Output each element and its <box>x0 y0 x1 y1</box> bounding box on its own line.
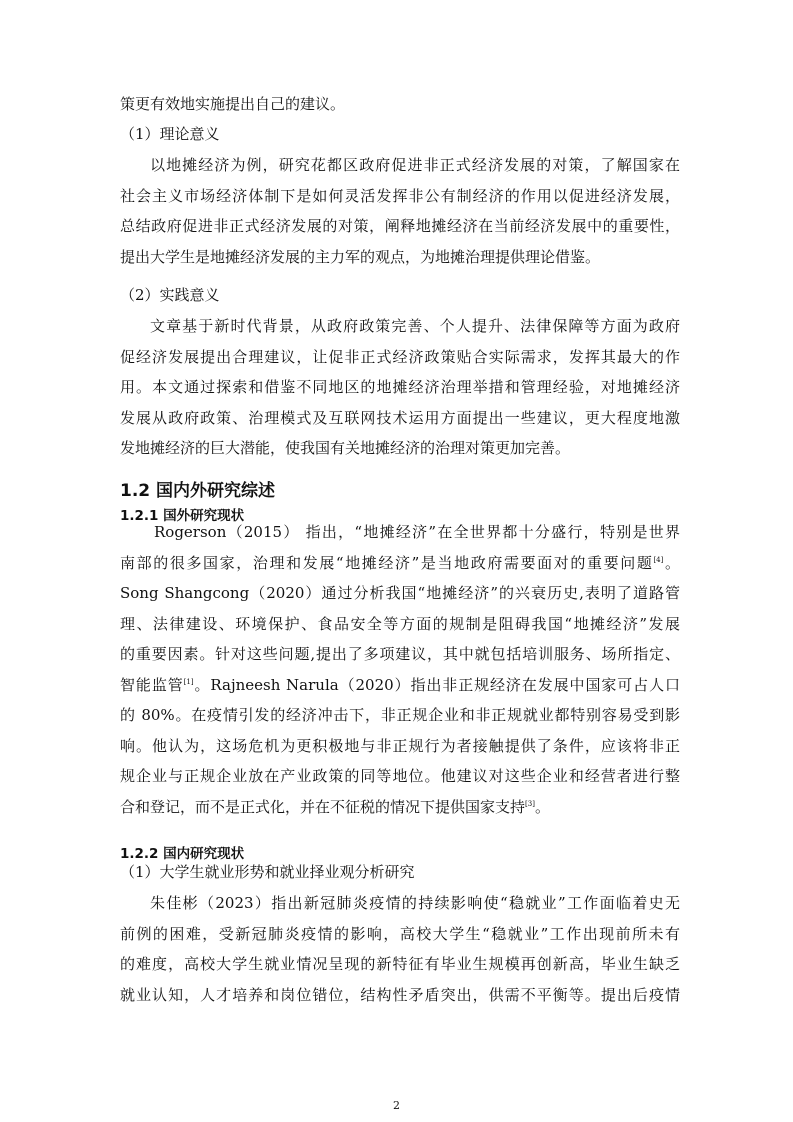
paragraph-domestic-research <box>120 888 680 1010</box>
text-line: 发地摊经济的巨大潜能，使我国有关地摊经济的治理对策更加完善。 <box>120 439 571 457</box>
text-line: 策更有效地实施提出自己的建议。 <box>120 95 346 113</box>
text-line: 的重要因素。针对这些问题,提出了多项建议，其中就包括培训服务、场所指定、 <box>120 645 680 663</box>
text-line: 社会主义市场经济体制下是如何灵活发挥非公有制经济的作用以促进经济发展， <box>120 186 680 205</box>
paragraph-foreign-research <box>120 517 680 822</box>
text-line: 文章基于新时代背景，从政府政策完善、个人提升、法律保障等方面为政府 <box>150 317 680 335</box>
subheading-practice: （2）实践意义 <box>120 286 220 304</box>
section-heading-1-2-2: 1.2.2 国内研究现状 <box>120 846 245 862</box>
text-line: 总结政府促进非正式经济发展的对策，阐释地摊经济在当前经济发展中的重要性， <box>120 217 680 235</box>
paragraph-continuation <box>120 89 680 120</box>
text-line: 促经济发展提出合理建议，让促非正式经济政策贴合实际需求，发挥其最大的作 <box>120 347 680 366</box>
text-line: 以地摊经济为例，研究花都区政府促进非正式经济发展的对策，了解国家在 <box>150 156 680 174</box>
paragraph-theory <box>120 150 680 272</box>
text-line: Song Shangcong（2020）通过分析我国“地摊经济”的兴衰历史,表明了道路管 <box>120 584 680 602</box>
citation-ref: [1] <box>183 677 194 686</box>
text-line: 理、法律建设、环境保护、食品安全等方面的规制是阻碍我国“地摊经济”发展 <box>120 614 680 633</box>
text-line: 规企业与正规企业放在产业政策的同等地位。他建议对这些企业和经营者进行整 <box>120 767 680 785</box>
text-line: 就业认知，人才培养和岗位错位，结构性矛盾突出，供需不平衡等。提出后疫情 <box>120 985 680 1004</box>
section-heading-1-2: 1.2 国内外研究综述 <box>120 481 276 501</box>
text-line: Rogerson（2015） 指出，“地摊经济”在全世界都十分盛行，特别是世界 <box>154 523 680 541</box>
text-line: 朱佳彬（2023）指出新冠肺炎疫情的持续影响使“稳就业”工作面临着史无 <box>150 894 680 912</box>
text-line: 合和登记，而不是正式化，并在不征税的情况下提供国家支持[3]。 <box>120 797 550 816</box>
text-line: 的 80%。在疫情引发的经济冲击下，非正规企业和非正规就业都特别容易受到影 <box>120 706 680 724</box>
text-line: 南部的很多国家，治理和发展“地摊经济”是当地政府需要面对的重要问题[4]。 <box>120 553 680 572</box>
citation-ref: [4] <box>653 555 664 564</box>
citation-ref: [3] <box>525 799 535 808</box>
text-line: 用。本文通过探索和借鉴不同地区的地摊经济治理举措和管理经验，对地摊经济 <box>120 378 680 396</box>
subheading-theory: （1）理论意义 <box>120 125 220 143</box>
text-line: 发展从政府政策、治理模式及互联网技术运用方面提出一些建议，更大程度地激 <box>120 408 680 427</box>
text-line: 提出大学生是地摊经济发展的主力军的观点，为地摊治理提供理论借鉴。 <box>120 247 601 266</box>
subheading-employment: （1）大学生就业形势和就业择业观分析研究 <box>120 863 415 881</box>
text-line: 智能监管[1]。Rajneesh Narula（2020）指出非正规经济在发展中国家可占人口 <box>120 675 680 694</box>
text-line: 的难度，高校大学生就业情况呈现的新特征有毕业生规模再创新高，毕业生缺乏 <box>120 955 680 973</box>
text-line: 前例的困难，受新冠肺炎疫情的影响，高校大学生“稳就业”工作出现前所未有 <box>120 924 680 943</box>
page-number: 2 <box>393 1099 400 1112</box>
section-heading-1-2-1: 1.2.1 国外研究现状 <box>120 508 245 524</box>
text-line: 响。他认为，这场危机为更积极地与非正规行为者接触提供了条件，应该将非正 <box>120 736 680 755</box>
paragraph-practice <box>120 311 680 464</box>
